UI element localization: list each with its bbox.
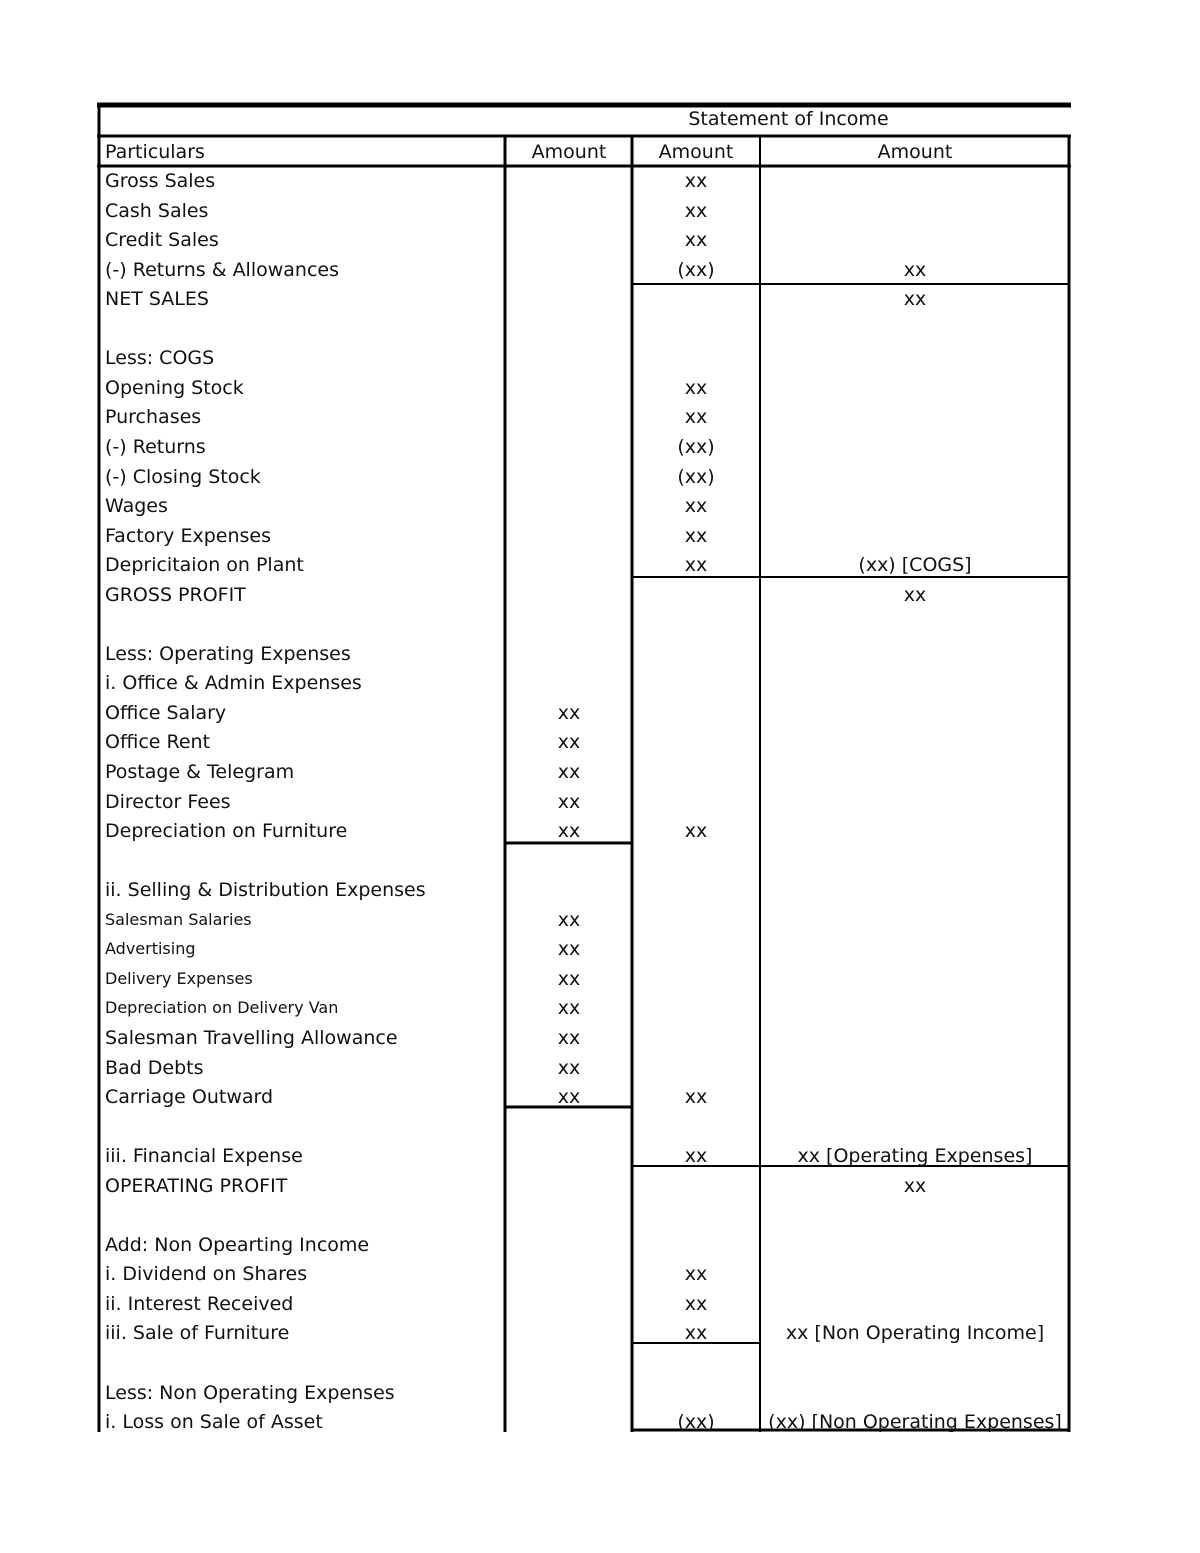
row-amount-1: xx <box>557 938 581 960</box>
row-amount-2: xx <box>684 820 708 842</box>
row-amount-1: xx <box>557 731 581 753</box>
row-amount-2: xx <box>684 1263 708 1285</box>
row-amount-2: xx <box>684 170 708 192</box>
row-amount-2: xx <box>684 1322 708 1344</box>
row-label: OPERATING PROFIT <box>105 1175 288 1197</box>
row-amount-2: xx <box>684 406 708 428</box>
header-amount-2: Amount <box>658 141 734 163</box>
row-label: ii. Interest Received <box>105 1293 294 1315</box>
row-label: Salesman Salaries <box>105 910 252 929</box>
row-amount-2: xx <box>684 525 708 547</box>
row-label: Postage & Telegram <box>105 761 295 783</box>
row-amount-1: xx <box>557 702 581 724</box>
row-amount-2: xx <box>684 377 708 399</box>
row-label: Bad Debts <box>105 1057 204 1079</box>
row-amount-2: xx <box>684 229 708 251</box>
row-amount-1: xx <box>557 997 581 1019</box>
row-label: i. Loss on Sale of Asset <box>105 1411 323 1433</box>
row-label: GROSS PROFIT <box>105 584 246 606</box>
row-label: iii. Financial Expense <box>105 1145 303 1167</box>
row-amount-2: (xx) <box>677 259 715 281</box>
row-amount-3: xx <box>903 259 927 281</box>
row-label: Add: Non Opearting Income <box>105 1234 370 1256</box>
row-amount-2: xx <box>684 495 708 517</box>
row-amount-2: xx <box>684 1145 708 1167</box>
row-label: ii. Selling & Distribution Expenses <box>105 879 426 901</box>
row-label: Less: Operating Expenses <box>105 643 351 665</box>
row-label: Delivery Expenses <box>105 969 253 988</box>
row-label: i. Dividend on Shares <box>105 1263 308 1285</box>
row-amount-2: (xx) <box>677 466 715 488</box>
row-label: i. Office & Admin Expenses <box>105 672 362 694</box>
row-label: Cash Sales <box>105 200 209 222</box>
row-label: Opening Stock <box>105 377 244 399</box>
row-label: Salesman Travelling Allowance <box>105 1027 398 1049</box>
row-label: NET SALES <box>105 288 209 310</box>
row-label: Gross Sales <box>105 170 216 192</box>
row-amount-2: (xx) <box>677 436 715 458</box>
row-amount-3: xx <box>903 1175 927 1197</box>
row-amount-2: xx <box>684 200 708 222</box>
row-label: Factory Expenses <box>105 525 271 547</box>
row-label: (-) Returns <box>105 436 206 458</box>
row-amount-1: xx <box>557 1057 581 1079</box>
row-label: Depreciation on Delivery Van <box>105 998 339 1017</box>
row-amount-3: xx [Non Operating Income] <box>785 1322 1045 1344</box>
row-amount-3: xx <box>903 288 927 310</box>
row-label: Credit Sales <box>105 229 219 251</box>
row-amount-2: xx <box>684 1293 708 1315</box>
row-amount-3: (xx) [Non Operating Expenses] <box>768 1411 1062 1433</box>
row-label: Less: Non Operating Expenses <box>105 1382 395 1404</box>
row-amount-1: xx <box>557 968 581 990</box>
row-label: (-) Returns & Allowances <box>105 259 340 281</box>
row-label: Purchases <box>105 406 202 428</box>
row-amount-1: xx <box>557 791 581 813</box>
header-particulars: Particulars <box>105 141 205 163</box>
header-amount-1: Amount <box>531 141 607 163</box>
row-label: Director Fees <box>105 791 231 813</box>
row-amount-1: xx <box>557 761 581 783</box>
row-amount-1: xx <box>557 1027 581 1049</box>
row-label: Wages <box>105 495 168 517</box>
row-amount-2: xx <box>684 1086 708 1108</box>
row-label: Office Rent <box>105 731 211 753</box>
row-amount-2: xx <box>684 554 708 576</box>
row-label: Less: COGS <box>105 347 215 369</box>
row-label: (-) Closing Stock <box>105 466 261 488</box>
row-label: Office Salary <box>105 702 227 724</box>
row-label: Advertising <box>105 939 196 958</box>
row-amount-3: (xx) [COGS] <box>858 554 972 576</box>
row-amount-3: xx [Operating Expenses] <box>797 1145 1033 1167</box>
row-amount-1: xx <box>557 820 581 842</box>
row-label: Depricitaion on Plant <box>105 554 304 576</box>
row-amount-1: xx <box>557 1086 581 1108</box>
row-amount-1: xx <box>557 909 581 931</box>
row-amount-2: (xx) <box>677 1411 715 1433</box>
row-label: Depreciation on Furniture <box>105 820 348 842</box>
statement-title: Statement of Income <box>688 108 889 130</box>
row-amount-3: xx <box>903 584 927 606</box>
header-amount-3: Amount <box>877 141 953 163</box>
row-label: Carriage Outward <box>105 1086 274 1108</box>
row-label: iii. Sale of Furniture <box>105 1322 290 1344</box>
